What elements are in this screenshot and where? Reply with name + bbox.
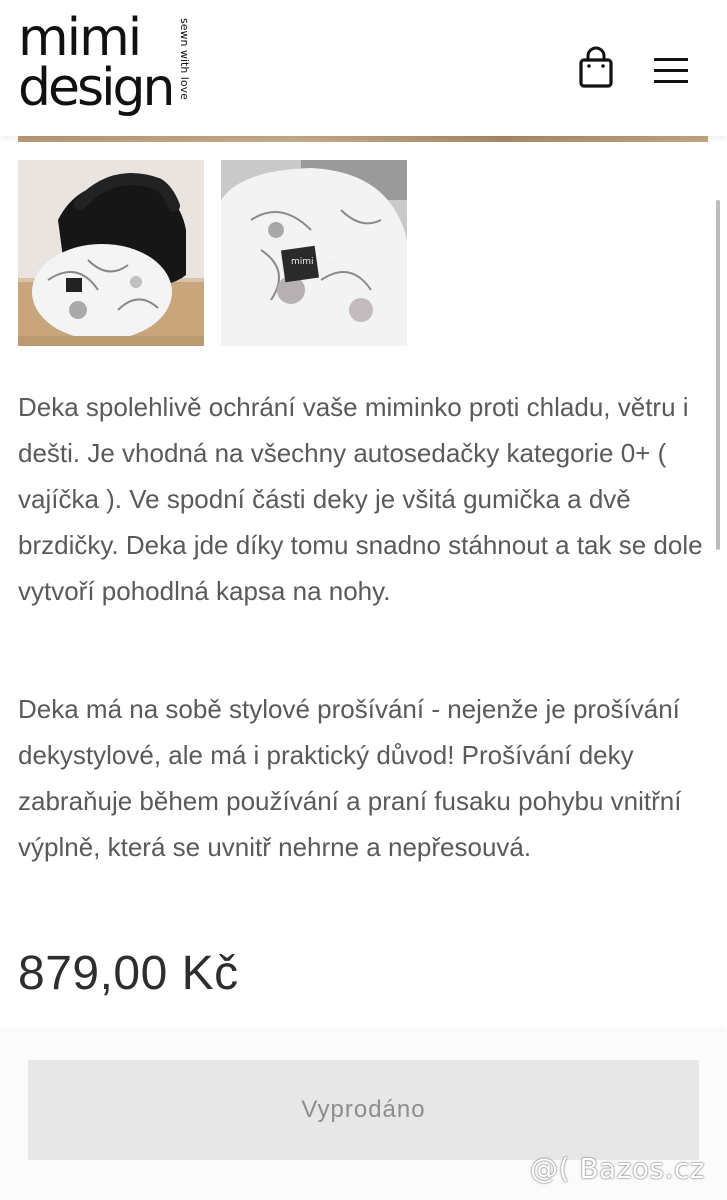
hamburger-menu-icon[interactable] [653, 56, 689, 86]
badge-text: mimi design [291, 257, 347, 267]
product-description-2: Deka má na sobě stylové prošívání - nejenže je prošívání dekystylové, ale má i praktický důvod! Prošívání deky zabraňuje během používání a praní fusaku pohybu vnitřní výplně, která se uvnitř nehrne a nepřesouvá. [18, 694, 682, 862]
product-description-1: Deka spolehlivě ochrání vaše miminko proti chladu, větru i dešti. Je vhodná na všechny autosedačky kategorie 0+ ( vajíčka ). Ve spodní části deky je všitá gumička a dvě brzdičky. Deka jde díky tomu snadno stáhnout a tak se dole vytvoří pohodlná kapsa na nohy. [18, 392, 703, 606]
product-thumbnail-1[interactable] [18, 160, 204, 346]
product-price: 879,00 Kč [18, 947, 239, 1000]
shopping-bag-icon[interactable] [578, 46, 614, 88]
site-header [0, 0, 727, 136]
bazos-watermark: @( Bazos.cz [530, 1152, 706, 1185]
product-thumbnail-2[interactable] [221, 160, 407, 346]
sold-out-button[interactable]: Vyprodáno [28, 1060, 699, 1160]
logo-text-mimi: mimi [18, 8, 141, 68]
page-scrollbar[interactable] [716, 200, 720, 550]
brand-logo[interactable] [18, 8, 198, 118]
logo-text-design: design [18, 58, 173, 118]
logo-tagline: sewn with love [178, 18, 191, 100]
